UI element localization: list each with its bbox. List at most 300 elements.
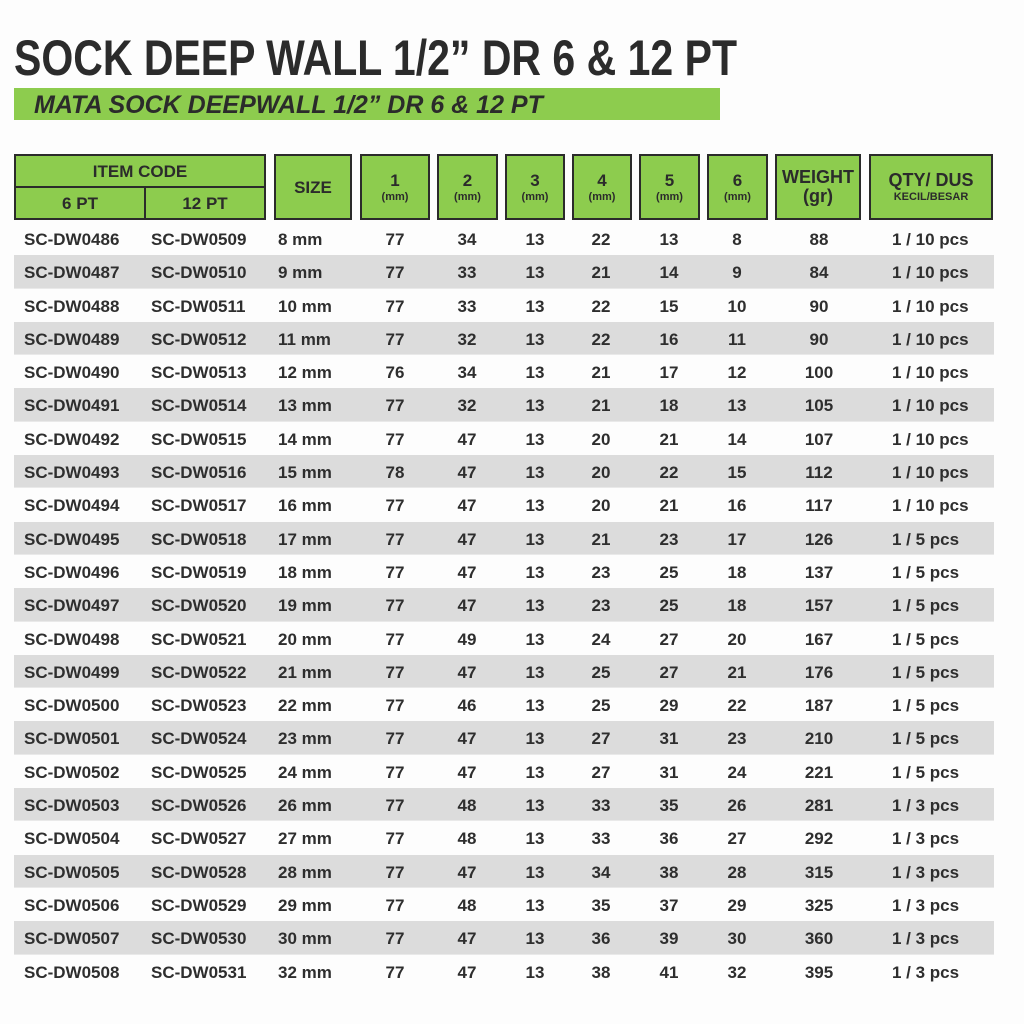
table-row bbox=[14, 955, 994, 988]
cell-dim-1: 77 bbox=[385, 296, 405, 316]
header-dim-4-label: 4 bbox=[597, 170, 607, 190]
cell-dim-1: 77 bbox=[385, 529, 405, 549]
cell-dim-3: 13 bbox=[525, 762, 545, 782]
cell-weight: 281 bbox=[804, 796, 834, 816]
cell-dim-4: 22 bbox=[591, 329, 611, 349]
cell-dim-2: 47 bbox=[457, 463, 477, 483]
cell-dim-5: 22 bbox=[659, 463, 679, 483]
cell-qty: 1 / 5 pcs bbox=[892, 762, 960, 782]
cell-weight: 292 bbox=[804, 829, 834, 849]
cell-qty: 1 / 3 pcs bbox=[892, 929, 960, 949]
cell-size: 10 mm bbox=[278, 296, 332, 316]
table-row bbox=[14, 655, 994, 688]
table-row bbox=[14, 422, 994, 455]
cell-dim-5: 17 bbox=[659, 363, 679, 383]
cell-size: 15 mm bbox=[278, 463, 332, 483]
cell-weight: 137 bbox=[804, 562, 834, 582]
cell-code-12pt: SC-DW0515 bbox=[151, 429, 247, 449]
cell-code-12pt: SC-DW0513 bbox=[151, 363, 247, 383]
cell-dim-6: 18 bbox=[727, 562, 747, 582]
cell-qty: 1 / 10 pcs bbox=[892, 296, 969, 316]
cell-dim-4: 23 bbox=[591, 562, 611, 582]
table-row bbox=[14, 289, 994, 322]
header-dim-6-unit: (mm) bbox=[724, 190, 751, 203]
cell-weight: 210 bbox=[804, 729, 834, 749]
cell-code-12pt: SC-DW0518 bbox=[151, 529, 247, 549]
cell-dim-4: 35 bbox=[591, 895, 611, 915]
cell-dim-2: 32 bbox=[457, 396, 477, 416]
cell-dim-5: 14 bbox=[659, 263, 679, 283]
table-row bbox=[14, 821, 994, 854]
cell-dim-2: 48 bbox=[457, 829, 477, 849]
header-dim-3-unit: (mm) bbox=[521, 190, 549, 203]
cell-dim-4: 23 bbox=[591, 596, 611, 616]
cell-dim-3: 13 bbox=[525, 829, 545, 849]
header-weight-label: WEIGHT bbox=[782, 167, 854, 187]
cell-dim-5: 23 bbox=[659, 529, 679, 549]
cell-weight: 157 bbox=[804, 596, 834, 616]
cell-code-6pt: SC-DW0506 bbox=[24, 895, 120, 915]
cell-dim-1: 77 bbox=[385, 862, 405, 882]
cell-code-12pt: SC-DW0510 bbox=[151, 263, 247, 283]
header-size-label: SIZE bbox=[294, 177, 332, 197]
cell-code-6pt: SC-DW0493 bbox=[24, 463, 120, 483]
cell-dim-4: 20 bbox=[591, 429, 611, 449]
cell-code-12pt: SC-DW0519 bbox=[151, 562, 247, 582]
cell-dim-3: 13 bbox=[525, 562, 545, 582]
cell-qty: 1 / 3 pcs bbox=[892, 862, 960, 882]
cell-code-12pt: SC-DW0527 bbox=[151, 829, 247, 849]
cell-qty: 1 / 10 pcs bbox=[892, 429, 969, 449]
cell-dim-5: 29 bbox=[659, 696, 679, 716]
header-dim-4-unit: (mm) bbox=[588, 190, 616, 203]
cell-weight: 187 bbox=[804, 696, 834, 716]
cell-dim-5: 25 bbox=[659, 562, 679, 582]
cell-dim-4: 34 bbox=[591, 862, 611, 882]
cell-code-12pt: SC-DW0521 bbox=[151, 629, 247, 649]
cell-dim-3: 13 bbox=[525, 296, 545, 316]
cell-size: 20 mm bbox=[278, 629, 332, 649]
header-weight-unit: (gr) bbox=[803, 186, 833, 206]
table-row bbox=[14, 888, 994, 921]
table-row bbox=[14, 522, 994, 555]
cell-dim-5: 13 bbox=[659, 230, 679, 249]
cell-qty: 1 / 5 pcs bbox=[892, 696, 960, 716]
cell-qty: 1 / 5 pcs bbox=[892, 596, 960, 616]
cell-dim-6: 32 bbox=[727, 962, 747, 982]
cell-size: 12 mm bbox=[278, 363, 332, 383]
cell-qty: 1 / 10 pcs bbox=[892, 230, 969, 249]
cell-dim-2: 34 bbox=[457, 230, 477, 249]
cell-code-12pt: SC-DW0526 bbox=[151, 796, 247, 816]
cell-dim-5: 25 bbox=[659, 596, 679, 616]
cell-code-6pt: SC-DW0497 bbox=[24, 596, 120, 616]
header-qty-label: QTY/ DUS bbox=[888, 169, 974, 190]
cell-dim-3: 13 bbox=[525, 895, 545, 915]
table-row bbox=[14, 688, 994, 721]
cell-dim-1: 77 bbox=[385, 962, 405, 982]
cell-size: 16 mm bbox=[278, 496, 332, 516]
cell-code-6pt: SC-DW0503 bbox=[24, 796, 120, 816]
cell-dim-2: 33 bbox=[457, 263, 477, 283]
header-item-code-label: ITEM CODE bbox=[92, 161, 188, 181]
cell-qty: 1 / 5 pcs bbox=[892, 629, 960, 649]
cell-dim-5: 35 bbox=[659, 796, 679, 816]
cell-dim-4: 21 bbox=[591, 263, 611, 283]
cell-dim-6: 23 bbox=[727, 729, 747, 749]
cell-dim-2: 49 bbox=[457, 629, 477, 649]
cell-qty: 1 / 5 pcs bbox=[892, 562, 960, 582]
cell-code-6pt: SC-DW0507 bbox=[24, 929, 120, 949]
cell-dim-6: 26 bbox=[727, 796, 747, 816]
cell-dim-2: 47 bbox=[457, 429, 477, 449]
cell-dim-2: 48 bbox=[457, 895, 477, 915]
cell-dim-1: 77 bbox=[385, 796, 405, 816]
cell-dim-2: 47 bbox=[457, 529, 477, 549]
cell-dim-2: 33 bbox=[457, 296, 477, 316]
cell-dim-2: 47 bbox=[457, 762, 477, 782]
cell-size: 28 mm bbox=[278, 862, 332, 882]
cell-dim-5: 27 bbox=[659, 662, 679, 682]
cell-code-6pt: SC-DW0487 bbox=[24, 263, 120, 283]
table-row bbox=[14, 488, 994, 521]
cell-dim-4: 22 bbox=[591, 296, 611, 316]
cell-dim-1: 77 bbox=[385, 662, 405, 682]
cell-dim-6: 16 bbox=[727, 496, 747, 516]
cell-code-12pt: SC-DW0529 bbox=[151, 895, 247, 915]
header-item-code bbox=[14, 154, 266, 188]
cell-weight: 315 bbox=[804, 862, 834, 882]
cell-dim-2: 47 bbox=[457, 962, 477, 982]
cell-dim-4: 20 bbox=[591, 463, 611, 483]
cell-dim-1: 77 bbox=[385, 496, 405, 516]
cell-dim-6: 9 bbox=[732, 263, 742, 283]
cell-dim-3: 13 bbox=[525, 329, 545, 349]
cell-code-12pt: SC-DW0514 bbox=[151, 396, 247, 416]
cell-size: 22 mm bbox=[278, 696, 332, 716]
cell-code-6pt: SC-DW0486 bbox=[24, 230, 120, 249]
cell-weight: 88 bbox=[809, 230, 829, 249]
cell-dim-3: 13 bbox=[525, 363, 545, 383]
cell-size: 17 mm bbox=[278, 529, 332, 549]
cell-size: 18 mm bbox=[278, 562, 332, 582]
table-row bbox=[14, 555, 994, 588]
cell-dim-2: 47 bbox=[457, 729, 477, 749]
header-dim-2-unit: (mm) bbox=[454, 190, 481, 203]
cell-size: 24 mm bbox=[278, 762, 332, 782]
cell-dim-1: 77 bbox=[385, 263, 405, 283]
cell-qty: 1 / 10 pcs bbox=[892, 363, 969, 383]
cell-dim-6: 17 bbox=[727, 529, 747, 549]
cell-size: 26 mm bbox=[278, 796, 332, 816]
table-row bbox=[14, 255, 994, 288]
cell-dim-6: 10 bbox=[727, 296, 747, 316]
cell-dim-4: 20 bbox=[591, 496, 611, 516]
cell-code-6pt: SC-DW0498 bbox=[24, 629, 120, 649]
cell-weight: 221 bbox=[804, 762, 834, 782]
cell-code-12pt: SC-DW0509 bbox=[151, 230, 247, 249]
cell-dim-6: 29 bbox=[727, 895, 747, 915]
cell-dim-4: 36 bbox=[591, 929, 611, 949]
cell-qty: 1 / 10 pcs bbox=[892, 263, 969, 283]
cell-dim-5: 18 bbox=[659, 396, 679, 416]
cell-dim-1: 77 bbox=[385, 596, 405, 616]
header-dim-2 bbox=[437, 154, 498, 220]
cell-dim-3: 13 bbox=[525, 263, 545, 283]
cell-dim-5: 36 bbox=[659, 829, 679, 849]
cell-dim-5: 31 bbox=[659, 762, 679, 782]
cell-size: 13 mm bbox=[278, 396, 332, 416]
cell-dim-3: 13 bbox=[525, 429, 545, 449]
cell-dim-2: 47 bbox=[457, 596, 477, 616]
cell-qty: 1 / 10 pcs bbox=[892, 496, 969, 516]
cell-dim-1: 78 bbox=[385, 463, 405, 483]
cell-dim-4: 21 bbox=[591, 363, 611, 383]
cell-dim-4: 27 bbox=[591, 729, 611, 749]
cell-size: 11 mm bbox=[278, 329, 331, 349]
cell-size: 30 mm bbox=[278, 929, 332, 949]
cell-dim-2: 46 bbox=[457, 696, 477, 716]
cell-dim-6: 28 bbox=[727, 862, 747, 882]
cell-weight: 176 bbox=[804, 662, 834, 682]
cell-code-6pt: SC-DW0494 bbox=[24, 496, 120, 516]
cell-qty: 1 / 5 pcs bbox=[892, 529, 960, 549]
cell-qty: 1 / 5 pcs bbox=[892, 729, 960, 749]
cell-dim-4: 25 bbox=[591, 662, 611, 682]
cell-code-12pt: SC-DW0524 bbox=[151, 729, 247, 749]
cell-code-6pt: SC-DW0504 bbox=[24, 829, 120, 849]
cell-dim-4: 25 bbox=[591, 696, 611, 716]
cell-dim-3: 13 bbox=[525, 529, 545, 549]
header-dim-1-unit: (mm) bbox=[381, 190, 409, 203]
table-row bbox=[14, 788, 994, 821]
cell-dim-4: 33 bbox=[591, 796, 611, 816]
cell-dim-1: 77 bbox=[385, 729, 405, 749]
cell-dim-1: 77 bbox=[385, 629, 405, 649]
cell-dim-1: 77 bbox=[385, 562, 405, 582]
cell-qty: 1 / 5 pcs bbox=[892, 662, 960, 682]
cell-code-12pt: SC-DW0528 bbox=[151, 862, 247, 882]
cell-size: 14 mm bbox=[278, 429, 332, 449]
cell-dim-2: 48 bbox=[457, 796, 477, 816]
cell-weight: 167 bbox=[804, 629, 834, 649]
cell-weight: 100 bbox=[804, 363, 834, 383]
cell-qty: 1 / 3 pcs bbox=[892, 895, 960, 915]
cell-code-12pt: SC-DW0530 bbox=[151, 929, 247, 949]
header-dim-3-label: 3 bbox=[530, 170, 540, 190]
cell-code-12pt: SC-DW0525 bbox=[151, 762, 247, 782]
cell-dim-6: 8 bbox=[732, 230, 742, 249]
cell-code-12pt: SC-DW0512 bbox=[151, 329, 247, 349]
cell-dim-1: 77 bbox=[385, 895, 405, 915]
cell-code-12pt: SC-DW0523 bbox=[151, 696, 247, 716]
cell-dim-5: 16 bbox=[659, 329, 679, 349]
cell-dim-1: 77 bbox=[385, 929, 405, 949]
table-row bbox=[14, 222, 994, 255]
header-dim-6 bbox=[707, 154, 768, 220]
cell-qty: 1 / 3 pcs bbox=[892, 829, 960, 849]
header-qty bbox=[869, 154, 993, 220]
cell-weight: 84 bbox=[809, 263, 829, 283]
header-dim-5-unit: (mm) bbox=[656, 190, 683, 203]
header-dim-4 bbox=[572, 154, 632, 220]
header-6pt-label: 6 PT bbox=[62, 193, 98, 213]
cell-dim-3: 13 bbox=[525, 230, 545, 249]
header-weight bbox=[775, 154, 861, 220]
cell-dim-1: 76 bbox=[385, 363, 405, 383]
cell-dim-5: 37 bbox=[659, 895, 679, 915]
cell-dim-3: 13 bbox=[525, 729, 545, 749]
cell-dim-5: 21 bbox=[659, 496, 679, 516]
cell-dim-4: 21 bbox=[591, 396, 611, 416]
cell-dim-2: 47 bbox=[457, 496, 477, 516]
table-row bbox=[14, 455, 994, 488]
cell-weight: 105 bbox=[804, 396, 834, 416]
cell-code-6pt: SC-DW0491 bbox=[24, 396, 120, 416]
cell-dim-5: 31 bbox=[659, 729, 679, 749]
table-row bbox=[14, 622, 994, 655]
cell-dim-3: 13 bbox=[525, 662, 545, 682]
cell-code-12pt: SC-DW0517 bbox=[151, 496, 247, 516]
cell-size: 27 mm bbox=[278, 829, 332, 849]
cell-dim-4: 24 bbox=[591, 629, 611, 649]
table-row bbox=[14, 855, 994, 888]
cell-dim-6: 12 bbox=[727, 363, 747, 383]
header-12pt bbox=[144, 186, 266, 220]
cell-dim-2: 32 bbox=[457, 329, 477, 349]
cell-dim-3: 13 bbox=[525, 796, 545, 816]
cell-dim-6: 27 bbox=[727, 829, 747, 849]
cell-dim-5: 41 bbox=[659, 962, 679, 982]
cell-dim-3: 13 bbox=[525, 929, 545, 949]
cell-dim-4: 22 bbox=[591, 230, 611, 249]
header-qty-sub: KECIL/BESAR bbox=[893, 190, 969, 203]
cell-dim-1: 77 bbox=[385, 329, 405, 349]
cell-size: 9 mm bbox=[278, 263, 323, 283]
table-row bbox=[14, 721, 994, 754]
cell-dim-3: 13 bbox=[525, 862, 545, 882]
cell-dim-1: 77 bbox=[385, 429, 405, 449]
header-size bbox=[274, 154, 352, 220]
cell-dim-6: 13 bbox=[727, 396, 747, 416]
cell-code-6pt: SC-DW0500 bbox=[24, 696, 120, 716]
cell-size: 21 mm bbox=[278, 662, 332, 682]
header-dim-5-label: 5 bbox=[664, 170, 675, 190]
cell-dim-6: 22 bbox=[727, 696, 747, 716]
header-12pt-label: 12 PT bbox=[182, 193, 228, 213]
cell-dim-2: 34 bbox=[457, 363, 477, 383]
cell-code-6pt: SC-DW0508 bbox=[24, 962, 120, 982]
cell-qty: 1 / 3 pcs bbox=[892, 796, 960, 816]
cell-weight: 107 bbox=[804, 429, 834, 449]
cell-code-6pt: SC-DW0492 bbox=[24, 429, 120, 449]
cell-dim-6: 18 bbox=[727, 596, 747, 616]
cell-dim-1: 77 bbox=[385, 829, 405, 849]
page-title: SOCK DEEP WALL 1/2” DR 6 & 12 PT bbox=[14, 30, 738, 86]
cell-weight: 325 bbox=[804, 895, 834, 915]
cell-dim-6: 30 bbox=[727, 929, 747, 949]
cell-code-6pt: SC-DW0496 bbox=[24, 562, 120, 582]
cell-code-12pt: SC-DW0520 bbox=[151, 596, 247, 616]
cell-dim-1: 77 bbox=[385, 230, 405, 249]
cell-dim-4: 27 bbox=[591, 762, 611, 782]
cell-dim-2: 47 bbox=[457, 562, 477, 582]
header-dim-6-label: 6 bbox=[732, 170, 743, 190]
cell-dim-3: 13 bbox=[525, 496, 545, 516]
cell-weight: 395 bbox=[804, 962, 834, 982]
cell-size: 19 mm bbox=[278, 596, 332, 616]
cell-code-6pt: SC-DW0505 bbox=[24, 862, 120, 882]
cell-dim-3: 13 bbox=[525, 463, 545, 483]
table-row bbox=[14, 755, 994, 788]
header-dim-1 bbox=[360, 154, 430, 220]
header-6pt bbox=[14, 186, 146, 220]
cell-dim-3: 13 bbox=[525, 596, 545, 616]
cell-weight: 360 bbox=[804, 929, 834, 949]
cell-dim-4: 38 bbox=[591, 962, 611, 982]
cell-dim-2: 47 bbox=[457, 662, 477, 682]
cell-dim-2: 47 bbox=[457, 862, 477, 882]
cell-dim-5: 38 bbox=[659, 862, 679, 882]
cell-dim-3: 13 bbox=[525, 696, 545, 716]
cell-size: 23 mm bbox=[278, 729, 332, 749]
table-row bbox=[14, 588, 994, 621]
cell-dim-3: 13 bbox=[525, 396, 545, 416]
cell-dim-5: 27 bbox=[659, 629, 679, 649]
page-subtitle: MATA SOCK DEEPWALL 1/2” DR 6 & 12 PT bbox=[34, 91, 543, 119]
cell-dim-5: 39 bbox=[659, 929, 679, 949]
cell-dim-3: 13 bbox=[525, 629, 545, 649]
header-dim-5 bbox=[639, 154, 700, 220]
table-row bbox=[14, 322, 994, 355]
cell-code-12pt: SC-DW0531 bbox=[151, 962, 247, 982]
cell-dim-6: 11 bbox=[728, 329, 746, 349]
cell-size: 32 mm bbox=[278, 962, 332, 982]
cell-qty: 1 / 3 pcs bbox=[892, 962, 960, 982]
cell-weight: 117 bbox=[805, 496, 833, 516]
cell-code-6pt: SC-DW0499 bbox=[24, 662, 120, 682]
header-dim-1-label: 1 bbox=[390, 170, 400, 190]
cell-dim-6: 15 bbox=[727, 463, 747, 483]
cell-code-12pt: SC-DW0522 bbox=[151, 662, 247, 682]
table-row bbox=[14, 921, 994, 954]
cell-weight: 112 bbox=[805, 463, 833, 483]
cell-size: 8 mm bbox=[278, 230, 323, 249]
table-row bbox=[14, 355, 994, 388]
cell-size: 29 mm bbox=[278, 895, 332, 915]
cell-dim-4: 21 bbox=[591, 529, 611, 549]
header-dim-2-label: 2 bbox=[462, 170, 473, 190]
cell-dim-1: 77 bbox=[385, 762, 405, 782]
cell-code-6pt: SC-DW0490 bbox=[24, 363, 120, 383]
cell-weight: 90 bbox=[809, 296, 829, 316]
cell-qty: 1 / 10 pcs bbox=[892, 463, 969, 483]
cell-dim-3: 13 bbox=[525, 962, 545, 982]
header-dim-3 bbox=[505, 154, 565, 220]
cell-dim-6: 20 bbox=[727, 629, 747, 649]
cell-dim-5: 15 bbox=[659, 296, 679, 316]
cell-dim-6: 14 bbox=[727, 429, 747, 449]
cell-code-6pt: SC-DW0488 bbox=[24, 296, 120, 316]
table-row bbox=[14, 388, 994, 421]
cell-weight: 90 bbox=[809, 329, 829, 349]
cell-code-6pt: SC-DW0502 bbox=[24, 762, 120, 782]
cell-qty: 1 / 10 pcs bbox=[892, 329, 969, 349]
cell-dim-6: 21 bbox=[727, 662, 747, 682]
cell-code-12pt: SC-DW0516 bbox=[151, 463, 247, 483]
cell-dim-6: 24 bbox=[727, 762, 747, 782]
cell-weight: 126 bbox=[804, 529, 834, 549]
